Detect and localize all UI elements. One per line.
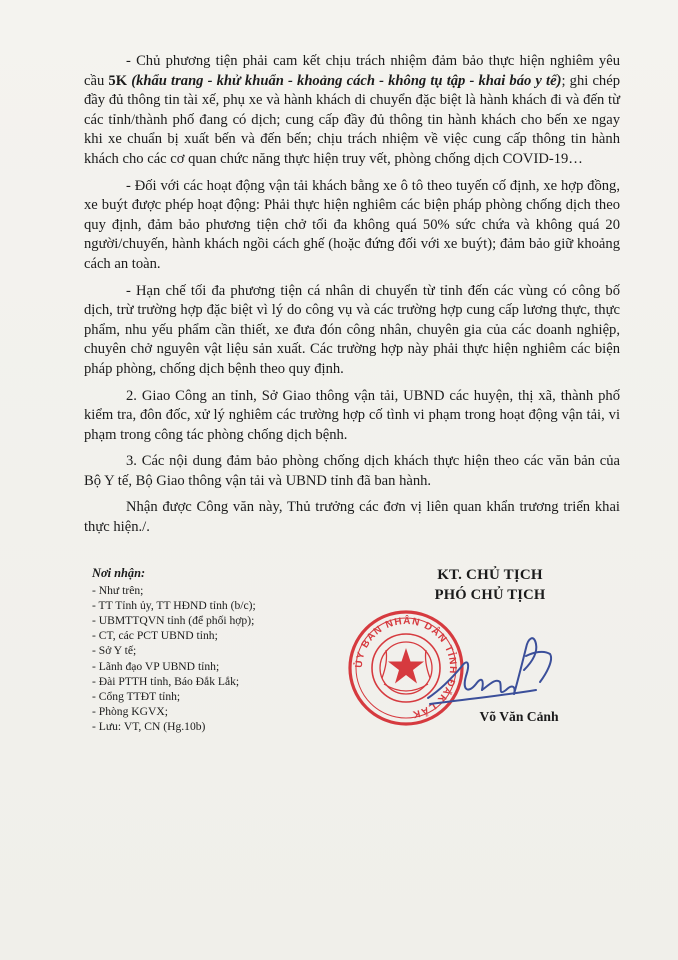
recipients-list: [92, 583, 352, 734]
document-body: [84, 52, 620, 545]
paragraph-vehicle-owner: [84, 52, 620, 170]
paragraph-item-3: 3. Các nội dung đảm bảo phòng chống dịch khách thực hiện theo các văn bản của Bộ Y tế, Bộ Giao thông vận tải và UBND tỉnh đã ban hành.: [84, 453, 620, 489]
paragraph-passenger-transport: - Đối với các hoạt động vận tải khách bằng xe ô tô theo tuyến cố định, xe hợp đồng, xe buýt được phép hoạt động: Phải thực hiện nghiêm các biện pháp phòng chống dịch theo quy định, đảm bảo phương tiện chở tối đa không quá 50% sức chứa và không quá 20 người/chuyến, hành khách ngồi cách ghế (hoặc đứng đối với xe buýt); đảm bảo giữ khoảng cách an toàn.: [84, 177, 620, 272]
handwritten-signature: [410, 620, 560, 720]
recipient-item: - Phòng KGVX;: [92, 704, 169, 718]
recipient-item: - Đài PTTH tỉnh, Báo Đắk Lắk;: [92, 674, 240, 688]
paragraph-item-2: 2. Giao Công an tỉnh, Sở Giao thông vận tải, UBND các huyện, thị xã, thành phố kiểm tra, đôn đốc, xử lý nghiêm các trường hợp cố tình vi phạm trong hoạt động vận tải, vi phạm trong công tác phòng chống dịch bệnh.: [84, 387, 620, 443]
signer-name: Võ Văn Cảnh: [479, 709, 559, 724]
p1-5k-detail: (khẩu trang - khử khuẩn - khoảng cách - không tụ tập - khai báo y tế): [127, 72, 562, 89]
signature-role-line1: KT. CHỦ TỊCH: [437, 567, 543, 583]
recipient-item: - UBMTTQVN tỉnh (để phối hợp);: [92, 614, 255, 628]
recipient-item: - Lưu: VT, CN (Hg.10b): [92, 719, 206, 733]
seal-ring-text: ỦY BAN NHÂN DÂN TỈNH ĐẮK LẮK: [353, 615, 459, 720]
paragraph-closing: Nhận được Công văn này, Thủ trưởng các đơn vị liên quan khẩn trương triển khai thực hiện./.: [84, 499, 620, 536]
recipient-item: - CT, các PCT UBND tỉnh;: [92, 629, 218, 643]
recipient-item: - Cổng TTĐT tỉnh;: [92, 689, 181, 703]
signature-block: [340, 560, 650, 740]
recipient-item: - TT Tỉnh ủy, TT HĐND tỉnh (b/c);: [92, 599, 256, 613]
paragraph-personal-vehicles: - Hạn chế tối đa phương tiện cá nhân di chuyển từ tỉnh đến các vùng có công bố dịch, trừ trường hợp đặc biệt vì lý do công vụ và các trường hợp cung cấp lương thực, thực phẩm, nhu yếu phẩm cần thiết, xe đưa đón công nhân, chuyên gia của các doanh nghiệp, chuyên chở nguyên vật liệu sản xuất. Các trường hợp này phải thực hiện nghiêm các biện pháp phòng, chống dịch bệnh theo quy định.: [84, 282, 620, 377]
recipient-item: - Như trên;: [92, 584, 144, 598]
recipient-item: - Sở Y tế;: [92, 644, 137, 658]
p1-5k-label: 5K: [108, 72, 128, 89]
signature-role-line2: PHÓ CHỦ TỊCH: [434, 587, 546, 603]
recipients-block: [92, 566, 352, 734]
recipient-item: - Lãnh đạo VP UBND tỉnh;: [92, 659, 220, 673]
recipients-title: Nơi nhận:: [92, 566, 146, 580]
p1-text-a: - Chủ phương tiện phải cam kết chịu trách nhiệm đảm bảo thực hiện nghiêm yêu cầu: [84, 53, 620, 89]
p1-text-d: ; ghi chép đầy đủ thông tin tài xế, phụ xe và hành khách di chuyển đặc biệt là hành khách đi và đến từ các tỉnh/thành phố đang có dịch; cung cấp đầy đủ thông tin hành khách cho bến xe ngay khi xe chuẩn bị xuất bến và đến bến; chịu trách nhiệm về việc cung cấp thông tin hành khách cho các cơ quan chức năng thực hiện truy vết, phòng chống dịch COVID-19…: [84, 72, 620, 167]
